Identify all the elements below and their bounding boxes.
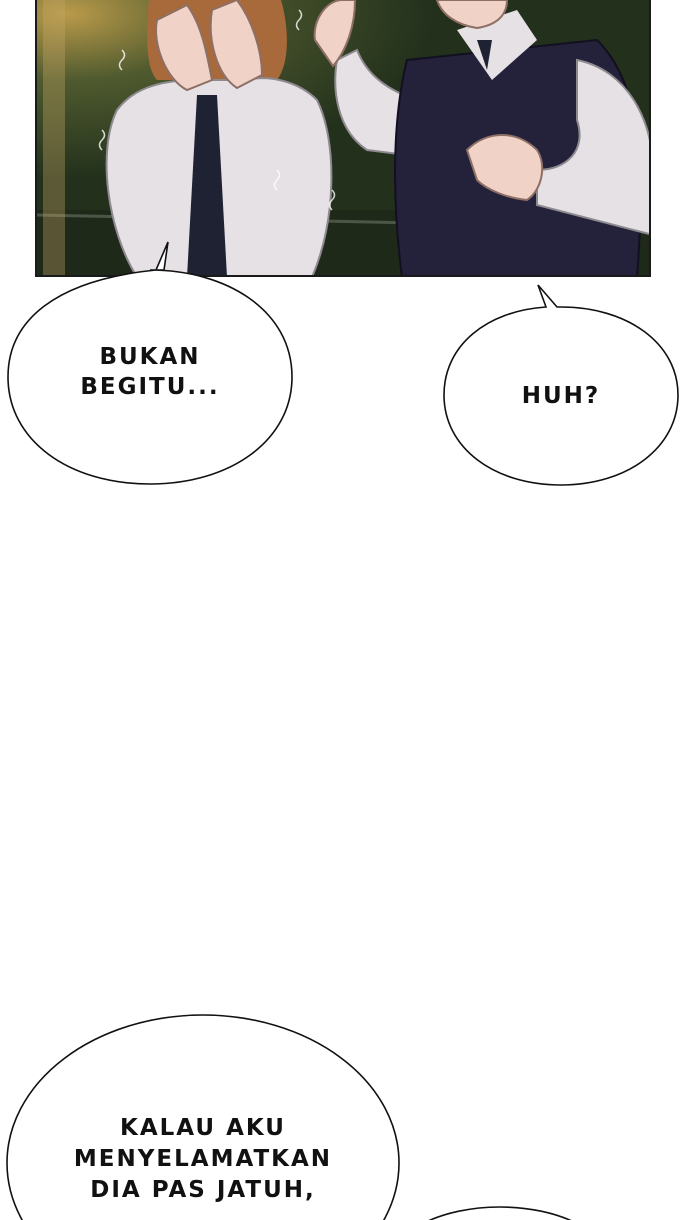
bubble-line: KALAU AKU — [120, 1115, 286, 1141]
speech-bubble-text — [6, 342, 294, 402]
speech-bubble-bukan — [6, 240, 294, 486]
bubble-line: BEGITU... — [80, 374, 220, 400]
bubble-line: MENYELAMATKAN — [73, 1146, 333, 1172]
speech-bubble-kalau — [4, 1013, 402, 1220]
speech-bubble-next — [385, 1205, 615, 1220]
speech-bubble-shape — [385, 1205, 615, 1220]
speech-bubble-text — [442, 381, 680, 411]
bubble-line: DIA PAS JATUH, — [90, 1177, 316, 1203]
bubble-line: BUKAN — [99, 344, 201, 370]
comic-panel — [35, 0, 651, 277]
background-light-post — [43, 0, 65, 277]
speech-bubble-huh — [442, 283, 680, 487]
bubble-line: HUH? — [521, 383, 601, 409]
speech-bubble-text — [4, 1113, 402, 1206]
panel-illustration — [37, 0, 651, 277]
